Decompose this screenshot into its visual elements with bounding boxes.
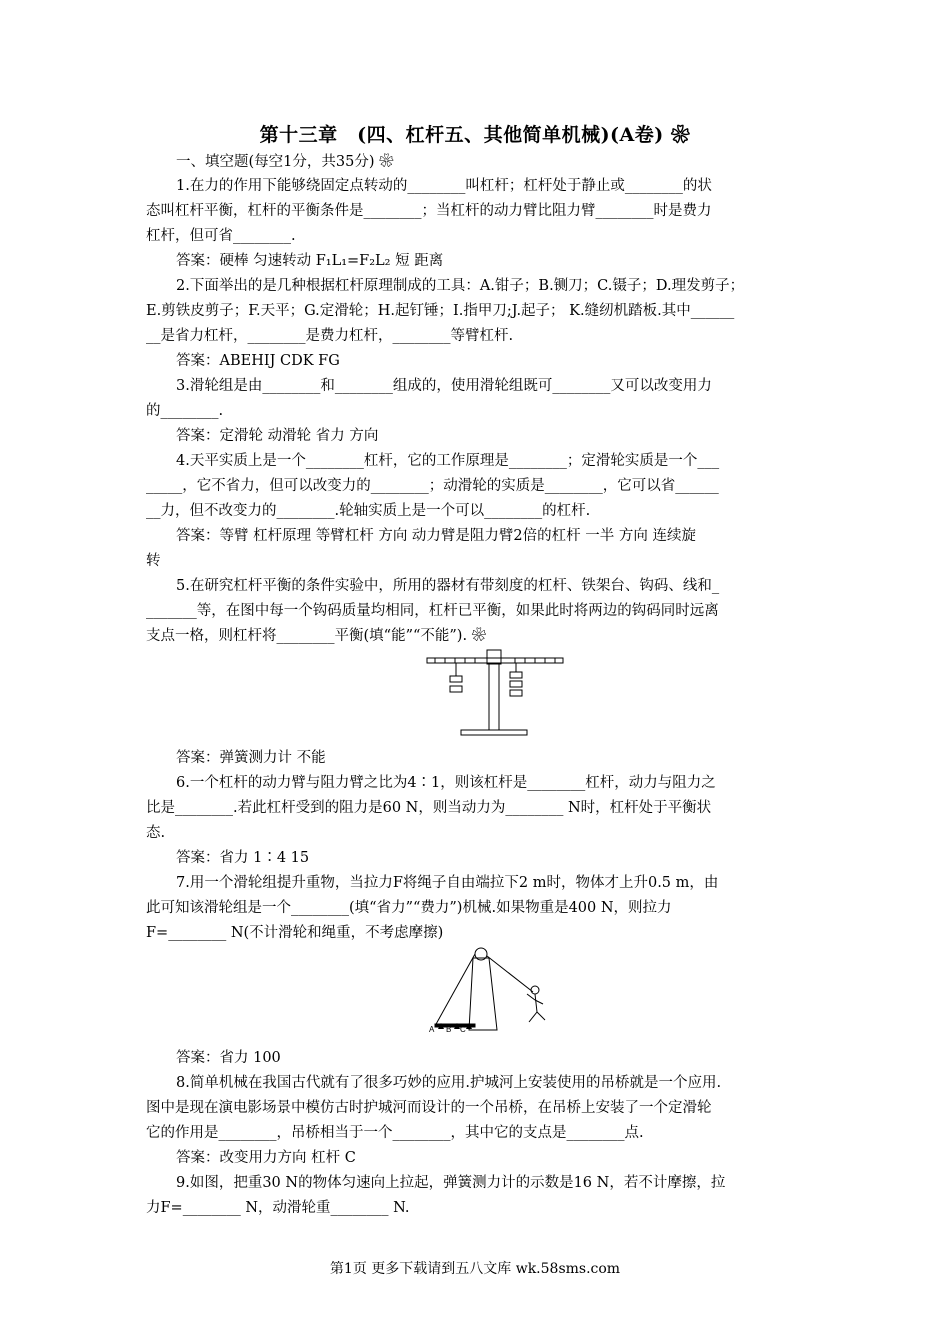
pivot-box (487, 650, 501, 664)
section-heading: 一、填空题(每空1分，共35分) ❀ (176, 154, 394, 170)
q4-answer-2: 转 (146, 553, 161, 569)
rope-to-person (487, 956, 533, 992)
q6-answer: 答案：省力 1∶4 15 (176, 850, 310, 866)
q5-line-2: _______等，在图中每一个钩码质量均相同，杠杆已平衡，如果此时将两边的钩码同时远离 (146, 603, 719, 619)
q2-line-2: E.剪铁皮剪子；F.天平；G.定滑轮；H.起钉锤；I.指甲刀;J.起子； K.缝纫机踏板.其中______ (146, 303, 735, 319)
label-a: A (429, 1025, 435, 1034)
q2-line-3: __是省力杠杆，________是费力杠杆，________等臂杠杆. (146, 328, 514, 344)
weight-right (510, 672, 522, 678)
q7-answer: 答案：省力 100 (176, 1050, 281, 1066)
q1-answer: 答案：硬棒 匀速转动 F₁L₁=F₂L₂ 短 距离 (176, 253, 444, 269)
q9-line-1: 9.如图，把重30 N的物体匀速向上拉起，弹簧测力计的示数是16 N，若不计摩擦，拉 (176, 1175, 726, 1191)
decoration-icon: ❀ (670, 124, 691, 146)
q1-line-2: 态叫杠杆平衡，杠杆的平衡条件是________；当杠杆的动力臂比阻力臂________时是费力 (146, 203, 712, 219)
lever-bar (427, 658, 563, 663)
q5-answer: 答案：弹簧测力计 不能 (176, 750, 326, 766)
weight-left (450, 676, 462, 682)
q8-line-1: 8.简单机械在我国古代就有了很多巧妙的应用.护城河上安装使用的吊桥就是一个应用. (176, 1075, 722, 1091)
q1-line-1: 1.在力的作用下能够绕固定点转动的________叫杠杆；杠杆处于静止或________的状 (176, 178, 712, 194)
q4-line-3: __力，但不改变力的________.轮轴实质上是一个可以________的杠杆. (146, 503, 591, 519)
chapter-title: 第十三章 (四、杠杆五、其他简单机械)(A卷) ❀ (259, 124, 691, 146)
q5-line-1: 5.在研究杠杆平衡的条件实验中，所用的器材有带刻度的杠杆、铁架台、钩码、线和_ (176, 578, 720, 594)
label-c: C (460, 1025, 466, 1034)
q1-line-3: 杠杆，但可省________. (146, 228, 296, 244)
page-footer: 第1页 更多下载请到五八文库 wk.58sms.com (329, 1261, 621, 1277)
label-b: B (446, 1025, 452, 1034)
q4-line-1: 4.天平实质上是一个________杠杆，它的工作原理是________；定滑轮实质是一个___ (176, 453, 720, 469)
q3-answer: 答案：定滑轮 动滑轮 省力 方向 (176, 428, 379, 444)
q7-line-3: F=________ N(不计滑轮和绳重，不考虑摩擦) (146, 925, 444, 941)
q4-answer-1: 答案：等臂 杠杆原理 等臂杠杆 方向 动力臂是阻力臂2倍的杠杆 一半 方向 连续旋 (176, 528, 696, 544)
q4-line-2: _____，它不省力，但可以改变力的________；动滑轮的实质是________，它可以省______ (146, 478, 719, 494)
decoration-icon: ❀ (374, 154, 394, 170)
lever-balance-figure (425, 646, 565, 736)
q3-line-2: 的________. (146, 403, 224, 419)
drawbridge-figure (425, 944, 555, 1036)
tower (469, 958, 497, 1030)
q7-line-1: 7.用一个滑轮组提升重物，当拉力F将绳子自由端拉下2 m时，物体才上升0.5 m，由 (176, 875, 719, 891)
q8-answer: 答案：改变用力方向 杠杆 C (176, 1150, 356, 1166)
rope-to-bridge (435, 954, 475, 1026)
q8-line-2: 图中是现在演电影场景中模仿古时护城河而设计的一个吊桥，在吊桥上安装了一个定滑轮 (146, 1100, 712, 1116)
q5-line-3: 支点一格，则杠杆将________平衡(填“能”“不能”). ❀ (146, 628, 487, 644)
decoration-icon: ❀ (467, 628, 487, 644)
q2-answer: 答案：ABEHIJ CDK FG (176, 353, 340, 369)
q8-line-3: 它的作用是________，吊桥相当于一个________，其中它的支点是________点. (146, 1125, 644, 1141)
q3-line-1: 3.滑轮组是由________和________组成的，使用滑轮组既可________又可以改变用力 (176, 378, 712, 394)
q9-line-2: 力F=________ N，动滑轮重________ N. (146, 1200, 410, 1216)
q6-line-1: 6.一个杠杆的动力臂与阻力臂之比为4∶1，则该杠杆是________杠杆，动力与阻力之 (176, 775, 716, 791)
q7-line-2: 此可知该滑轮组是一个________(填“省力”“费力”)机械.如果物重是400 N，则拉力 (146, 900, 672, 916)
q6-line-3: 态. (146, 825, 166, 841)
stand-base (461, 730, 527, 735)
q6-line-2: 比是________.若此杠杆受到的阻力是60 N，则当动力为________ N时，杠杆处于平衡状 (146, 800, 712, 816)
person-head (531, 986, 539, 994)
q2-line-1: 2.下面举出的是几种根据杠杆原理制成的工具：A.钳子；B.铡刀；C.镊子；D.理发剪子； (176, 278, 745, 294)
